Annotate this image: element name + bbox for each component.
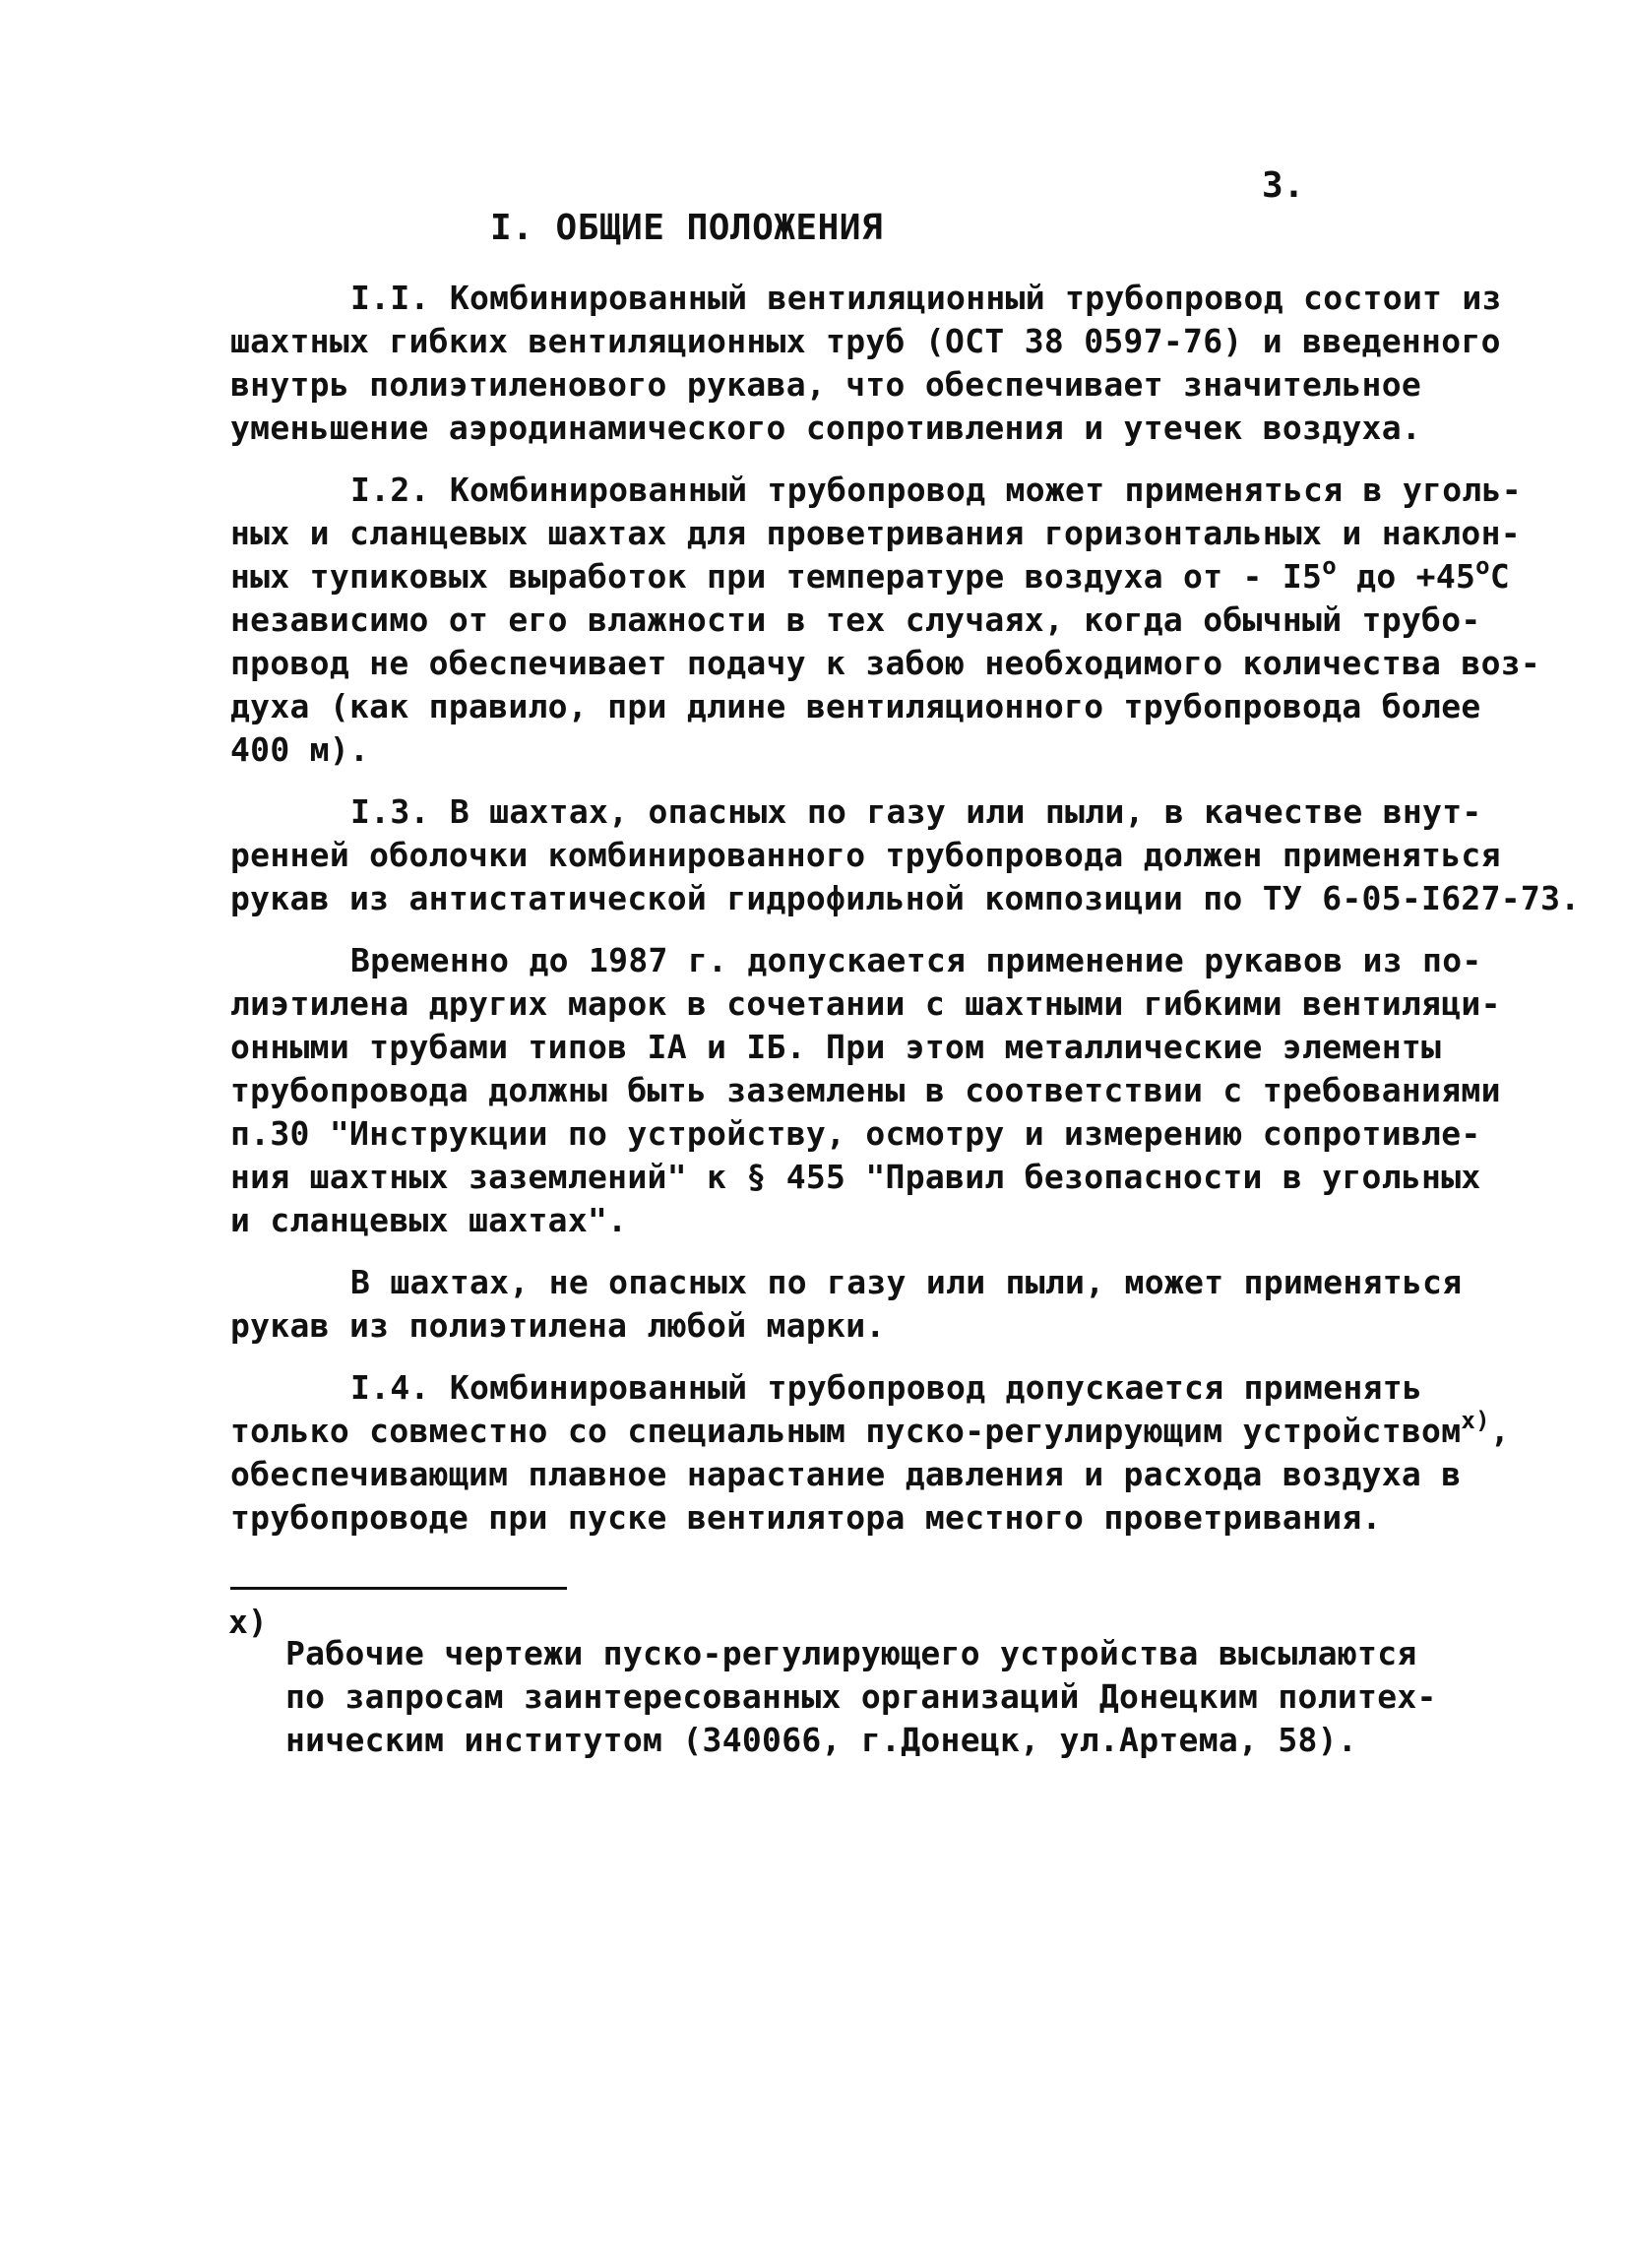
paragraph-line: онными трубами типов IA и IБ. При этом металлические элементы [230,1028,1442,1066]
paragraph-line: трубопровода должны быть заземлены в соответствии с требованиями [230,1071,1501,1109]
degree-sign: o [1322,552,1337,580]
footnote-reference: х) [1461,1407,1490,1434]
paragraph-line: трубопроводе при пуске вентилятора местного проветривания. [230,1498,1382,1537]
paragraph-line: уменьшение аэродинамического сопротивления и утечек воздуха. [230,409,1422,447]
paragraph-line: 400 м). [230,730,370,769]
paragraph-line: провод не обеспечивает подачу к забою необходимого количества воз- [230,644,1541,682]
paragraph-line: обеспечивающим плавное нарастание давления и расхода воздуха в [230,1455,1462,1493]
footnote-line: Рабочие чертежи пуско-регулирующего устройства высылаются [285,1634,1417,1672]
paragraph-line: духа (как правило, при длине вентиляционного трубопровода более [230,687,1481,725]
punctuation-comma: , [1489,1412,1511,1450]
paragraph-line: ных и сланцевых шахтах для проветривания горизонтальных и наклон- [230,514,1521,552]
footnote-line: ническим институтом (340066, г.Донецк, ул.Артема, 58). [285,1721,1358,1759]
paragraph-line: I.3. В шахтах, опасных по газу или пыли, в качестве внут- [350,792,1482,831]
paragraph-line: рукав из полиэтилена любой марки. [230,1306,886,1345]
paragraph-line: шахтных гибких вентиляционных труб (ОСТ 38 0597-76) и введенного [230,322,1501,360]
paragraph-line: I.4. Комбинированный трубопровод допускается применять [350,1368,1423,1407]
paragraph-line: и сланцевых шахтах". [230,1201,628,1239]
paragraph-line: В шахтах, не опасных по газу или пыли, может применяться [350,1263,1463,1301]
paragraph-line: I.2. Комбинированный трубопровод может применяться в уголь- [350,471,1522,509]
paragraph-line-footnote-ref [230,1407,1511,1451]
footnote-separator [230,1587,567,1590]
page-number: 3. [1262,165,1305,206]
paragraph-line: лиэтилена других марок в сочетании с шахтными гибкими вентиляци- [230,984,1501,1023]
footnote-mark: х) [228,1603,268,1641]
paragraph-text: только совместно со специальным пуско-регулирующим устройством [230,1412,1462,1450]
temperature-text: ных тупиковых выработок при температуре воздуха от - I5 [230,557,1323,596]
paragraph-line: п.30 "Инструкции по устройству, осмотру и измерению сопротивле- [230,1114,1481,1153]
paragraph-line: I.I. Комбинированный вентиляционный трубопровод состоит из [350,279,1502,317]
paragraph-line: ния шахтных заземлений" к § 455 "Правил безопасности в угольных [230,1158,1481,1196]
degree-sign: o [1475,552,1490,580]
paragraph-line: ренней оболочки комбинированного трубопровода должен применяться [230,836,1501,874]
temperature-range-to: до +45 [1336,557,1476,596]
paragraph-line: независимо от его влажности в тех случаях, когда обычный трубо- [230,600,1481,639]
footnote-line: по запросам заинтересованных организаций Донецким политех- [285,1677,1437,1716]
paragraph-line-temperature [230,552,1511,597]
temperature-unit: C [1489,557,1511,596]
paragraph-line: рукав из антистатической гидрофильной композиции по ТУ 6-05-I627-73. [230,879,1581,917]
section-heading: I. ОБЩИЕ ПОЛОЖЕНИЯ [490,208,884,248]
paragraph-line: внутрь полиэтиленового рукава, что обеспечивает значительное [230,365,1422,404]
paragraph-line: Временно до 1987 г. допускается применение рукавов из по- [350,941,1482,979]
